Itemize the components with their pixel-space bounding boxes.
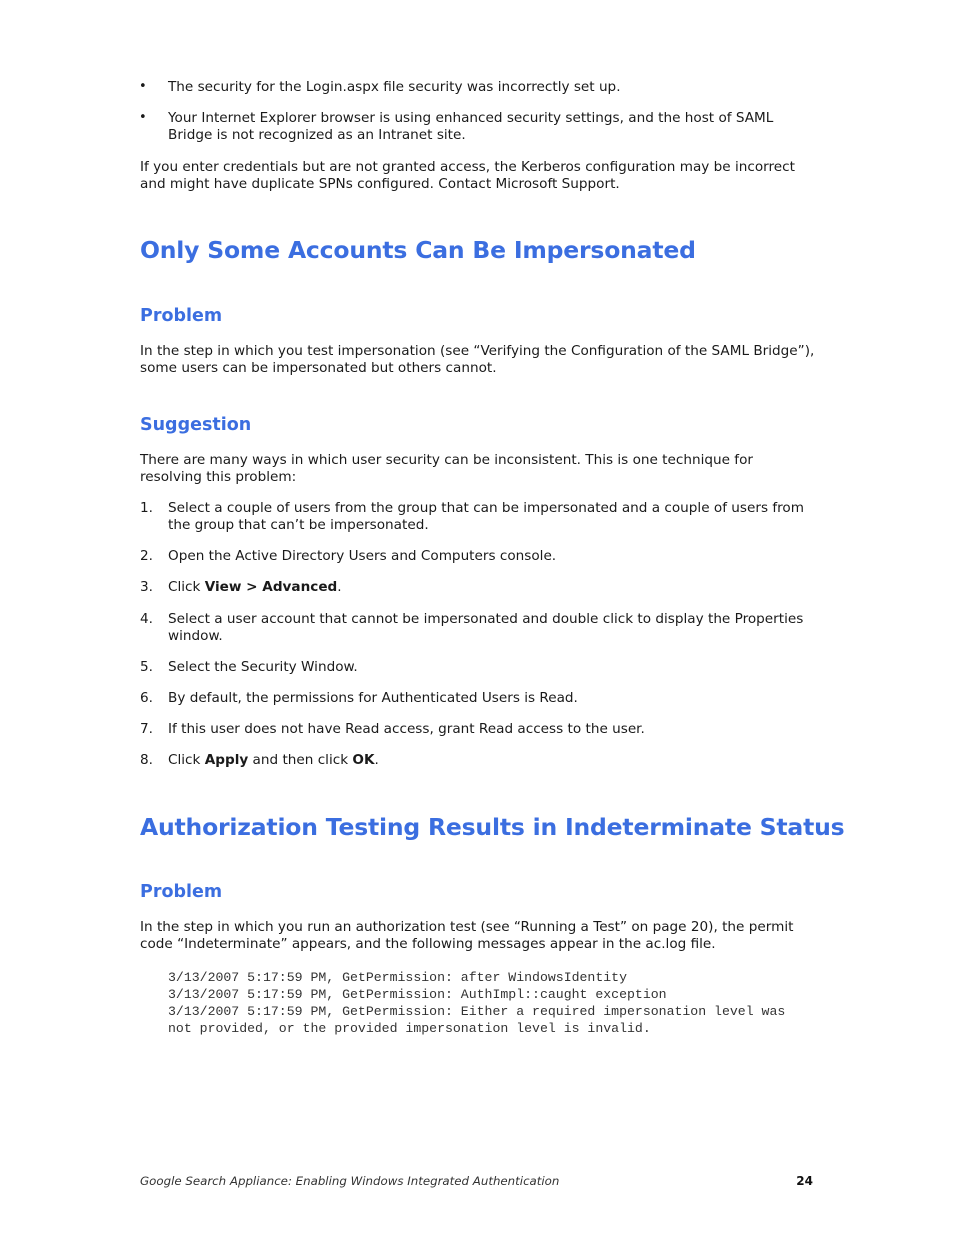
step-text-mid: and then click bbox=[248, 752, 353, 768]
step-text bbox=[168, 752, 813, 769]
step-number: 7. bbox=[140, 721, 153, 737]
suggestion-heading: Suggestion bbox=[140, 415, 252, 435]
code-line: 3/13/2007 5:17:59 PM, GetPermission: AuthImpl::caught exception bbox=[168, 987, 667, 1002]
suggestion-text: There are many ways in which user security can be inconsistent. This is one technique for resolving this problem: bbox=[140, 452, 753, 485]
step-number: 6. bbox=[140, 690, 153, 706]
problem-heading: Problem bbox=[140, 306, 223, 326]
step-text-post: . bbox=[337, 579, 342, 595]
step-text-post: . bbox=[374, 752, 379, 768]
menu-path: View > Advanced bbox=[204, 579, 338, 595]
apply-label: Apply bbox=[204, 752, 249, 768]
step-text-pre: Click bbox=[168, 579, 205, 595]
problem-text: In the step in which you run an authorization test (see “Running a Test” on page 20), the permit code “Indeterminate” appears, and the following messages appear in the ac.log file. bbox=[140, 919, 794, 952]
bullet-text: The security for the Login.aspx file security was incorrectly set up. bbox=[168, 79, 621, 95]
step-text bbox=[168, 579, 813, 596]
footer-doc-title: Google Search Appliance: Enabling Windows Integrated Authentication bbox=[140, 1174, 560, 1188]
step-text: Open the Active Directory Users and Computers console. bbox=[168, 548, 557, 564]
step-number: 5. bbox=[140, 659, 153, 675]
step-number: 1. bbox=[140, 500, 153, 516]
problem-text: In the step in which you test impersonation (see “Verifying the Configuration of the SAML Bridge”), some users can be impersonated but others cannot. bbox=[140, 343, 815, 376]
code-block bbox=[168, 969, 785, 1037]
bullet-text: Your Internet Explorer browser is using enhanced security settings, and the host of SAML Bridge is not recognized as an Intranet site. bbox=[168, 110, 774, 143]
step-text: Select the Security Window. bbox=[168, 659, 358, 675]
step-number: 2. bbox=[140, 548, 153, 564]
step-number: 4. bbox=[140, 611, 153, 627]
section-title: Authorization Testing Results in Indeterminate Status bbox=[140, 813, 845, 841]
step-text: If this user does not have Read access, grant Read access to the user. bbox=[168, 721, 645, 737]
step-text: By default, the permissions for Authenticated Users is Read. bbox=[168, 690, 578, 706]
code-line: 3/13/2007 5:17:59 PM, GetPermission: after WindowsIdentity bbox=[168, 970, 627, 985]
section-title: Only Some Accounts Can Be Impersonated bbox=[140, 236, 696, 264]
code-line: 3/13/2007 5:17:59 PM, GetPermission: Either a required impersonation level was bbox=[168, 1004, 786, 1019]
bullet-item bbox=[140, 110, 815, 144]
problem-heading: Problem bbox=[140, 882, 223, 902]
code-line: not provided, or the provided impersonation level is invalid. bbox=[168, 1021, 651, 1036]
step-text: Select a user account that cannot be impersonated and double click to display the Properties window. bbox=[168, 611, 804, 644]
step-number: 8. bbox=[140, 752, 153, 768]
step-text-pre: Click bbox=[168, 752, 205, 768]
bullet-symbol: • bbox=[139, 110, 147, 125]
bullet-symbol: • bbox=[139, 79, 147, 94]
ok-label: OK bbox=[352, 752, 375, 768]
step-number: 3. bbox=[140, 579, 153, 595]
page-number: 24 bbox=[796, 1174, 813, 1188]
step-text: Select a couple of users from the group that can be impersonated and a couple of users from the group that can’t be impersonated. bbox=[168, 500, 804, 533]
bullet-item bbox=[140, 79, 815, 96]
intro-paragraph: If you enter credentials but are not granted access, the Kerberos configuration may be incorrect and might have duplicate SPNs configured. Contact Microsoft Support. bbox=[140, 159, 795, 192]
